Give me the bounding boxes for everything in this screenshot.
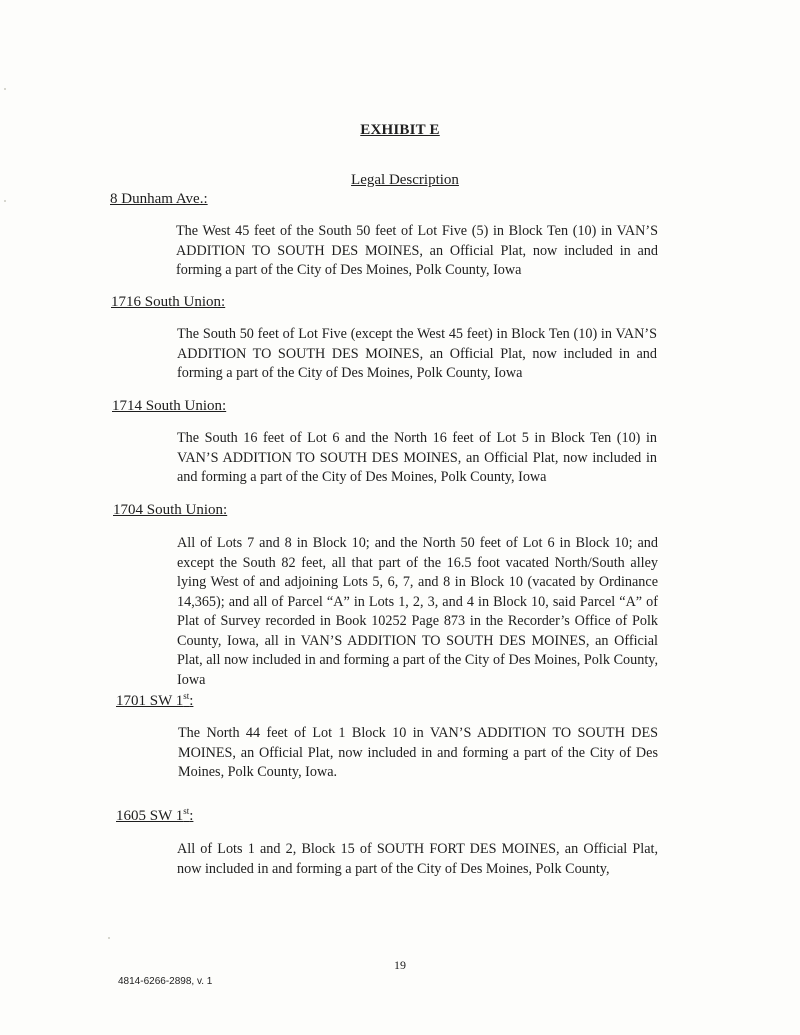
section-text-1716-south-union: The South 50 feet of Lot Five (except the West 45 feet) in Block Ten (10) in VAN’S ADDITION TO SOUTH DES MOINES, an Official Plat, now included in and forming a part of the City of Des Moines, Polk County, Iowa (177, 326, 657, 381)
section-heading-1701-sw-1st: 1701 SW 1st: (116, 691, 194, 709)
page-number: 19 (394, 958, 406, 972)
section-text-1704-south-union: All of Lots 7 and 8 in Block 10; and the North 50 feet of Lot 6 in Block 10; and except the South 82 feet, all that part of the 16.5 foot vacated North/South alley lying West of and adjoining Lots 5, 6, 7, and 8 in Block 10 (vacated by Ordinance 14,365); and all of Parcel “A” in Lots 1, 2, 3, and 4 in Block 10, said Parcel “A” of Plat of Survey recorded in Book 10252 Page 873 in the Recorder’s Office of Polk County, Iowa, all in VAN’S ADDITION TO SOUTH DES MOINES, an Official Plat, all now included in and forming a part of the City of Des Moines, Polk County, Iowa (177, 535, 658, 688)
section-heading-8-dunham-ave: 8 Dunham Ave.: (110, 191, 208, 207)
document-id-footer: 4814-6266-2898, v. 1 (118, 976, 213, 987)
section-text-8-dunham-ave: The West 45 feet of the South 50 feet of Lot Five (5) in Block Ten (10) in VAN’S ADDITION TO SOUTH DES MOINES, an Official Plat, now included in and forming a part of the City of Des Moines, Polk County, Iowa (176, 223, 658, 278)
section-heading-1716-south-union: 1716 South Union: (111, 294, 226, 310)
scan-speck (108, 937, 110, 939)
section-heading-1704-south-union: 1704 South Union: (113, 502, 228, 518)
section-heading-1605-sw-1st: 1605 SW 1st: (116, 806, 194, 824)
section-heading-1714-south-union: 1714 South Union: (112, 398, 227, 414)
scan-speck (4, 88, 6, 90)
exhibit-title: EXHIBIT E (360, 122, 440, 138)
scan-speck (4, 200, 6, 202)
section-text-1714-south-union: The South 16 feet of Lot 6 and the North 16 feet of Lot 5 in Block Ten (10) in VAN’S ADDITION TO SOUTH DES MOINES, an Official Plat, now included in and forming a part of the City of Des Moines, Polk County, Iowa (177, 430, 657, 485)
section-text-1701-sw-1st: The North 44 feet of Lot 1 Block 10 in VAN’S ADDITION TO SOUTH DES MOINES, an Official Plat, now included in and forming a part of the City of Des Moines, Polk County, Iowa. (178, 725, 658, 780)
section-text-1605-sw-1st: All of Lots 1 and 2, Block 15 of SOUTH FORT DES MOINES, an Official Plat, now included in and forming a part of the City of Des Moines, Polk County, (177, 841, 658, 877)
legal-description-heading: Legal Description (351, 172, 459, 188)
